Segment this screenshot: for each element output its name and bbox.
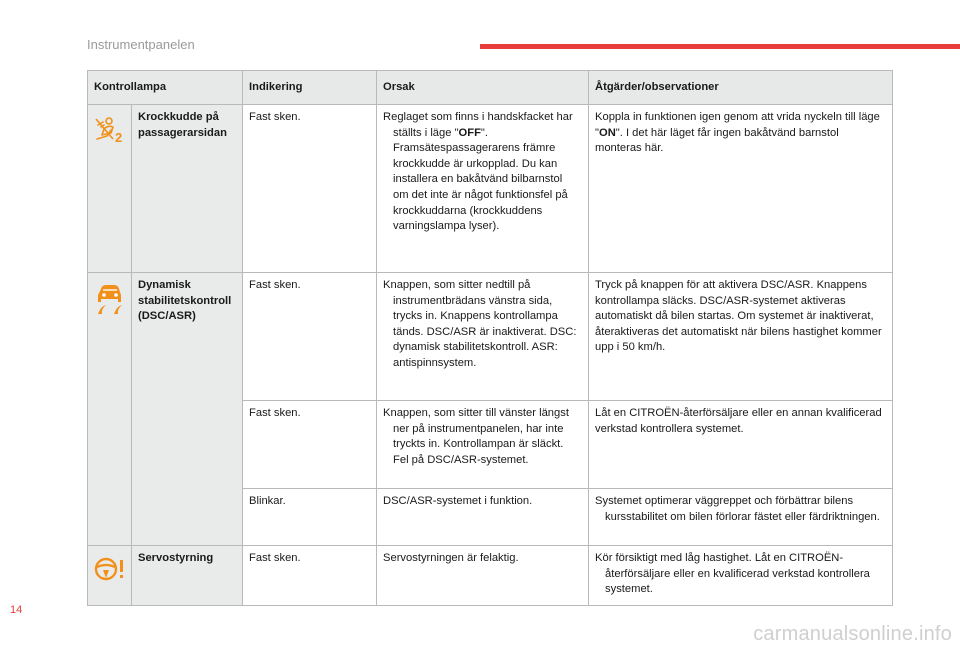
steering-wheel-warning-icon	[93, 556, 127, 582]
skidding-car-icon	[94, 283, 126, 317]
indicator-table	[87, 70, 893, 606]
cause-dsc-3: DSC/ASR-systemet i funktion.	[377, 489, 589, 546]
lamp-name-steering: Servostyrning	[132, 546, 243, 606]
col-header-cause: Orsak	[377, 71, 589, 105]
cause-steering: Servostyrningen är felaktig.	[377, 546, 589, 606]
action-steering: Kör försiktigt med låg hastighet. Låt en CITROËN-återförsäljare eller en kvalificerad verkstad kontrollera systemet.	[589, 546, 893, 606]
action-airbag-on-keyword: ON	[599, 126, 616, 139]
col-header-action: Åtgärder/observationer	[589, 71, 893, 105]
cause-airbag-off-keyword: OFF	[458, 126, 481, 139]
cause-dsc-1: Knappen, som sitter nedtill på instrumentbrädans vänstra sida, trycks in. Knappens kontrollampa tänds. DSC/ASR är inaktiverat. DSC: dynamisk stabilitetskontroll. ASR: antispinnsystem.	[377, 273, 589, 401]
table-row	[88, 546, 893, 606]
section-title: Instrumentpanelen	[87, 37, 195, 52]
passenger-airbag-off-icon	[93, 115, 127, 143]
table-row	[88, 105, 893, 273]
action-airbag	[589, 105, 893, 273]
cause-airbag	[377, 105, 589, 273]
lamp-name-airbag: Krockkudde på passagerarsidan	[132, 105, 243, 273]
action-dsc-3: Systemet optimerar väggreppet och förbättrar bilens kursstabilitet om bilen förlorar fästet eller färdriktningen.	[589, 489, 893, 546]
action-airbag-text-1: Koppla in funktionen igen genom att vrida nyckeln till läge "	[595, 111, 880, 139]
svg-text:2: 2	[114, 130, 122, 143]
cause-airbag-text-2: ". Framsätespassagerarens främre krockkudde är urkopplad. Du kan installera en bakåtvänd bilbarnstol om det inte är något funktionsfel på krockkuddarna (krockkuddens varningslampa lyser).	[393, 126, 568, 233]
indication-dsc-2: Fast sken.	[243, 401, 377, 489]
cause-dsc-2: Knappen, som sitter till vänster längst ner på instrumentpanelen, har inte tryckts in. Kontrollampan är släckt. Fel på DSC/ASR-systemet.	[377, 401, 589, 489]
cause-airbag-text-1: Reglaget som finns i handskfacket har ställts i läge "	[383, 111, 573, 139]
table-header-row	[88, 71, 893, 105]
action-airbag-text-2: ". I det här läget får ingen bakåtvänd barnstol monteras här.	[595, 126, 839, 155]
page-number: 14	[10, 604, 23, 616]
col-header-indication: Indikering	[243, 71, 377, 105]
steering-icon-cell	[88, 546, 132, 606]
indication-steering: Fast sken.	[243, 546, 377, 606]
lamp-name-dsc: Dynamisk stabilitetskontroll (DSC/ASR)	[132, 273, 243, 546]
indication-dsc-3: Blinkar.	[243, 489, 377, 546]
dsc-icon-cell	[88, 273, 132, 546]
table-row	[88, 273, 893, 401]
watermark: carmanualsonline.info	[753, 623, 952, 645]
airbag-icon-cell	[88, 105, 132, 273]
indication-airbag: Fast sken.	[243, 105, 377, 273]
action-dsc-2: Låt en CITROËN-återförsäljare eller en annan kvalificerad verkstad kontrollera systemet.	[589, 401, 893, 489]
accent-bar	[480, 44, 960, 49]
indication-dsc-1: Fast sken.	[243, 273, 377, 401]
action-dsc-1: Tryck på knappen för att aktivera DSC/ASR. Knappens kontrollampa släcks. DSC/ASR-systemet aktiveras automatiskt då bilen startas. Om systemet är inaktiverat, återaktiveras det automatiskt när bilens hastighet kommer upp i 50 km/h.	[589, 273, 893, 401]
col-header-lamp: Kontrollampa	[88, 71, 243, 105]
